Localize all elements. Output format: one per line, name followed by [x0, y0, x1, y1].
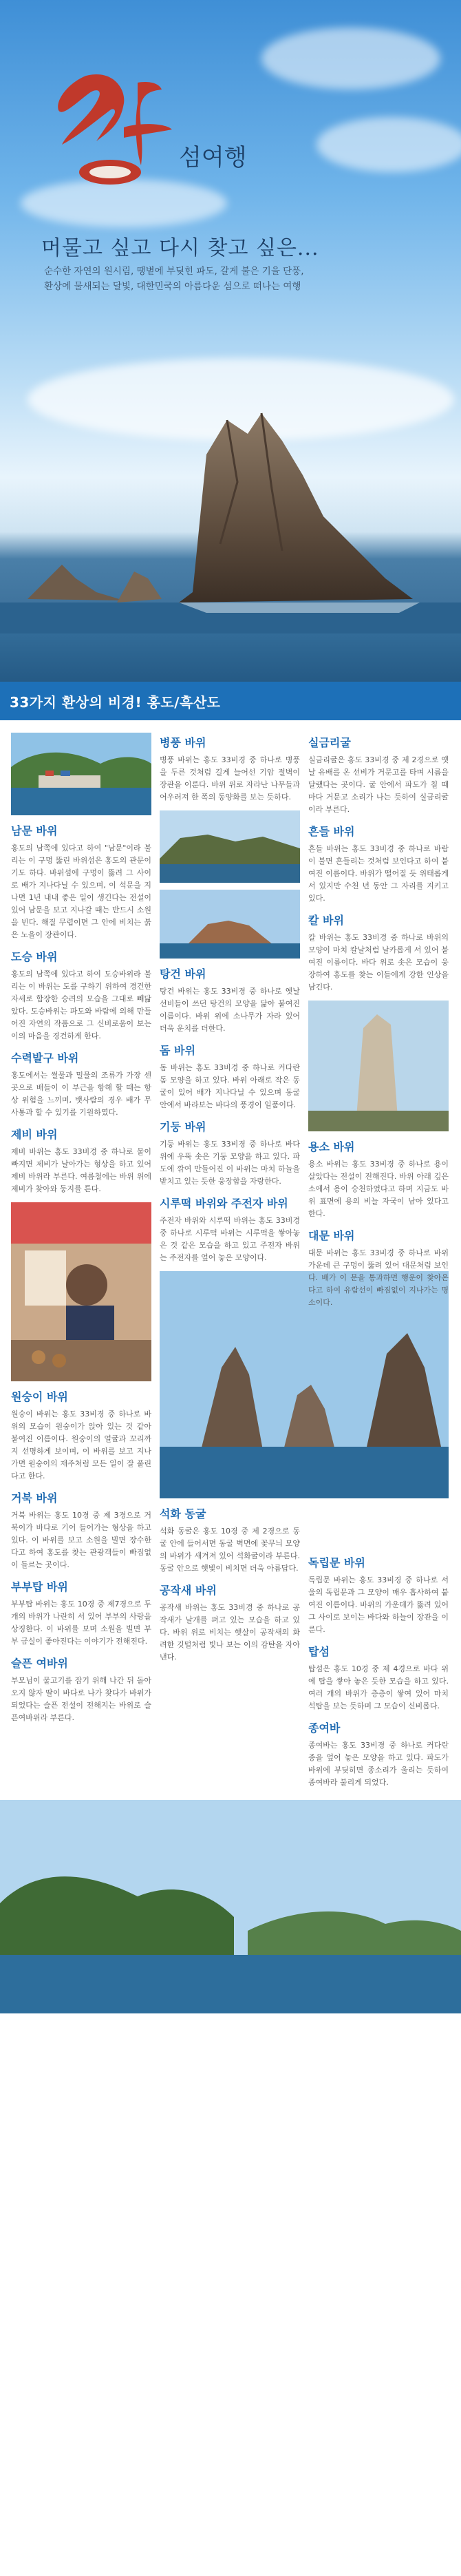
photo-stone-monument [308, 1001, 449, 1131]
section-banner: 33가지 환상의 비경! 홍도/흑산도 [0, 682, 461, 720]
section-title: 독립문 바위 [308, 1556, 365, 1569]
calligraphy-logo [48, 62, 275, 193]
section-block [160, 1118, 300, 1188]
photo-cliff [160, 810, 300, 883]
section-body: 원숭이 바위는 홍도 33비경 중 하나로 바위의 모습이 원숭이가 앉아 있는 것 같아 붙여진 이름이다. 원숭이의 얼굴과 꼬리까지 선명하게 보이며, 이 바위를 보고 지나가면 원숭이의 재주처럼 모든 일이 잘 풀린다고 한다. [11, 1410, 151, 1480]
section-title: 수력발구 바위 [11, 1051, 79, 1065]
section-body: 독립문 바위는 홍도 33비경 중 하나로 서울의 독립문과 그 모양이 매우 흡사하여 붙여진 이름이다. 바위의 가운데가 뚫려 있어 그 사이로 보이는 바다와 하늘이 장관을 이룬다. [308, 1575, 449, 1634]
article-columns [0, 720, 461, 1796]
section-block [308, 912, 449, 994]
section-title: 실금리굴 [308, 736, 351, 749]
section-body: 칼 바위는 홍도 33비경 중 하나로 바위의 모양이 마치 칼날처럼 날카롭게 서 있어 붙여진 이름이다. 바다 위로 솟은 모습이 웅장하여 홍도를 찾는 이들에게 강한 인상을 남긴다. [308, 933, 449, 992]
section-body: 홍도의 남쪽에 있다고 하여 "남문"이라 불리는 이 구멍 뚫린 바위섬은 홍도의 관문이기도 하다. 바위섬에 구멍이 뚫려 그 사이로 배가 지나다닐 수 있으며, 이 석문을 지나면 1년 내내 좋은 일이 생긴다는 전설이 있어 남문을 보고 지나갈 때는 반드시 소원을 빈다. 해질 무렵이면 그 안에 비치는 붉은 노을이 장관이다. [11, 844, 151, 939]
section-title: 슬픈 여바위 [11, 1657, 68, 1670]
hero [0, 0, 461, 682]
section-body: 병풍 바위는 홍도 33비경 중 하나로 병풍을 두른 것처럼 길게 늘어선 기암 절벽이 장관을 이룬다. 바위 위로 자라난 나무들과 어우러져 한 폭의 동양화를 보는 듯하다. [160, 755, 300, 802]
section-body: 석화 동굴은 홍도 10경 중 제 2경으로 동굴 안에 들어서면 동굴 벽면에 꽃무늬 모양의 바위가 새겨져 있어 석화굴이라 부른다. 동굴 안으로 햇빛이 비치면 더욱 아름답다. [160, 1527, 300, 1573]
spacer [308, 1316, 449, 1550]
column-3 [304, 730, 453, 1796]
section-block [11, 1655, 151, 1724]
section-body: 홍도의 남쪽에 있다고 하여 도승바위라 불리는 이 바위는 도를 구하기 위하여 경건한 자세로 합장한 승려의 모습을 그대로 빼닮았다. 도승바위는 파도와 바람에 의해 만들어진 자연의 작품으로 그 신비로움이 보는 이의 마음을 경건하게 한다. [11, 970, 151, 1040]
footer-island-landscape [0, 1800, 461, 2013]
section-body: 돔 바위는 홍도 33비경 중 하나로 커다란 돔 모양을 하고 있다. 바위 아래로 작은 동굴이 있어 배가 지나다닐 수 있으며 동굴 안에서 바라보는 바다의 풍경이 일품이다. [160, 1063, 300, 1109]
hero-desc-line: 순수한 자연의 원시림, 땡볕에 부딪힌 파도, 갈게 불은 기을 단풍, [44, 266, 304, 277]
section-title: 흔들 바위 [308, 825, 355, 838]
section-title: 원숭이 바위 [11, 1390, 68, 1403]
section-body: 부모님이 물고기를 잡기 위해 나간 뒤 돌아오지 않자 딸이 바다로 나가 찾다가 바위가 되었다는 슬픈 전설이 전해지는 바위로 슬픈여바위라 부른다. [11, 1676, 151, 1722]
section-body: 공작새 바위는 홍도 33비경 중 하나로 공작새가 날개를 펴고 있는 모습을 하고 있다. 바위 위로 비치는 햇살이 공작새의 화려한 깃털처럼 빛나 보는 이의 감탄을 자아낸다. [160, 1603, 300, 1662]
section-body: 흔들 바위는 홍도 33비경 중 하나로 바람이 불면 흔들리는 것처럼 보인다고 하여 붙여진 이름이다. 바위가 떨어질 듯 위태롭게 서 있지만 수천 년 동안 그 자리를 지키고 있다. [308, 844, 449, 903]
section-body: 대문 바위는 홍도 33비경 중 하나로 바위 가운데 큰 구멍이 뚫려 있어 대문처럼 보인다. 배가 이 문을 통과하면 행운이 찾아온다고 하여 유람선이 빠짐없이 지나가는 명소이다. [308, 1248, 449, 1307]
section-block [160, 1042, 300, 1111]
section-block [11, 1489, 151, 1571]
section-block [11, 1388, 151, 1483]
section-title: 탑섬 [308, 1645, 330, 1658]
section-body: 기둥 바위는 홍도 33비경 중 하나로 바다 위에 우뚝 솟은 기둥 모양을 하고 있다. 파도에 깎여 만들어진 이 바위는 마치 하늘을 받치고 있는 듯한 웅장함을 자랑한다. [160, 1140, 300, 1186]
section-body: 거북 바위는 홍도 10경 중 제 3경으로 거북이가 바다로 기어 들어가는 형상을 하고 있다. 이 바위를 보고 소원을 빌면 장수한다고 하여 홍도를 찾는 관광객들이 빠짐없이 들르는 곳이다. [11, 1511, 151, 1569]
section-title: 탕건 바위 [160, 967, 206, 981]
section-block [11, 822, 151, 941]
section-body: 부부탑 바위는 홍도 10경 중 제7경으로 두 개의 바위가 나란히 서 있어 부부의 사랑을 상징한다. 이 바위를 보며 소원을 빌면 부부 금실이 좋아진다는 이야기가 전해진다. [11, 1600, 151, 1646]
photo-harbor [11, 733, 151, 815]
section-title: 돔 바위 [160, 1044, 195, 1057]
section-title: 용소 바위 [308, 1140, 355, 1153]
section-body: 탑섬은 홍도 10경 중 제 4경으로 바다 위에 탑을 쌓아 놓은 듯한 모습을 하고 있다. 여러 개의 바위가 층층이 쌓여 있어 마치 석탑을 보는 듯하며 그 모습이 신비롭다. [308, 1664, 449, 1710]
section-block [11, 1049, 151, 1119]
section-title: 도승 바위 [11, 950, 58, 963]
section-body: 주전자 바위와 시루떡 바위는 홍도 33비경 중 하나로 시루떡 바위는 시루떡을 쌓아놓은 것 같은 모습을 하고 있고 주전자 바위는 주전자를 엎어 놓은 모양이다. [160, 1216, 300, 1262]
section-block [308, 734, 449, 816]
section-title: 제비 바위 [11, 1128, 58, 1141]
section-title: 대문 바위 [308, 1229, 355, 1242]
section-block [11, 948, 151, 1043]
section-block [308, 1227, 449, 1309]
section-title: 종여바 [308, 1721, 341, 1735]
section-body: 용소 바위는 홍도 33비경 중 하나로 용이 살았다는 전설이 전해진다. 바위 아래 깊은 소에서 용이 승천하였다고 하며 지금도 바위 표면에 용의 비늘 자국이 남아 있다고 한다. [308, 1160, 449, 1218]
section-title: 시루떡 바위와 주전자 바위 [160, 1197, 288, 1210]
logo-text: 섬여행 [179, 144, 247, 171]
section-body: 탕건 바위는 홍도 33비경 중 하나로 옛날 선비들이 쓰던 탕건의 모양을 닮아 붙여진 이름이다. 바위 위에 소나무가 자라 있어 더욱 운치를 더한다. [160, 987, 300, 1033]
section-block [160, 1582, 300, 1664]
section-block [160, 1195, 300, 1264]
photo-market [11, 1202, 151, 1381]
section-title: 칼 바위 [308, 914, 344, 927]
section-block [308, 1138, 449, 1220]
section-body: 홍도에서는 썰물과 밀물의 조류가 가장 센곳으로 배들이 이 부근을 항해 할 때는 항상 위험을 느끼며, 뱃사람의 경우 배가 무사통과 할 수 있기를 기원하였다. [11, 1071, 151, 1117]
section-body: 제비 바위는 홍도 33비경 중 하나로 물이 빠지면 제비가 날아가는 형상을 하고 있어 제비 바위라 부른다. 여름철에는 바위 위에 제비가 찾아와 둥지를 튼다. [11, 1147, 151, 1193]
section-block [11, 1578, 151, 1648]
section-block [308, 1719, 449, 1789]
cloud [317, 117, 461, 172]
section-title: 석화 동굴 [160, 1507, 206, 1520]
section-title: 병풍 바위 [160, 736, 206, 749]
section-block [308, 1554, 449, 1636]
photo-island [160, 890, 300, 959]
section-block [160, 1505, 300, 1575]
hero-description [44, 264, 429, 294]
hero-subtitle: 머물고 싶고 다시 찾고 싶은... [41, 236, 319, 260]
section-title: 기둥 바위 [160, 1120, 206, 1133]
section-block [11, 1126, 151, 1195]
section-title: 거북 바위 [11, 1491, 58, 1505]
section-block [308, 823, 449, 905]
section-title: 부부탑 바위 [11, 1580, 68, 1593]
cloud [261, 28, 440, 90]
section-block [160, 734, 300, 804]
hero-desc-line: 환상에 물새되는 달빛, 대한민국의 아름다운 섬으로 떠나는 여행 [44, 281, 301, 292]
section-body: 실금리굴은 홍도 33비경 중 제 2경으로 옛날 유배를 온 선비가 거문고를 타며 시름을 달랬다는 곳이다. 굴 안에서 파도가 칠 때마다 거문고 소리가 나는 듯하여 실금리굴이라 부른다. [308, 755, 449, 814]
section-body: 종여바는 홍도 33비경 중 하나로 커다란 종을 엎어 놓은 모양을 하고 있다. 파도가 바위에 부딪히면 종소리가 울리는 듯하여 종여바라 불리게 되었다. [308, 1741, 449, 1787]
section-title: 공작새 바위 [160, 1584, 217, 1597]
section-block [160, 965, 300, 1035]
section-block [308, 1643, 449, 1713]
column-2 [156, 730, 304, 1796]
section-title: 남문 바위 [11, 824, 58, 837]
rock-island-illustration [0, 372, 461, 633]
column-1 [7, 730, 156, 1796]
